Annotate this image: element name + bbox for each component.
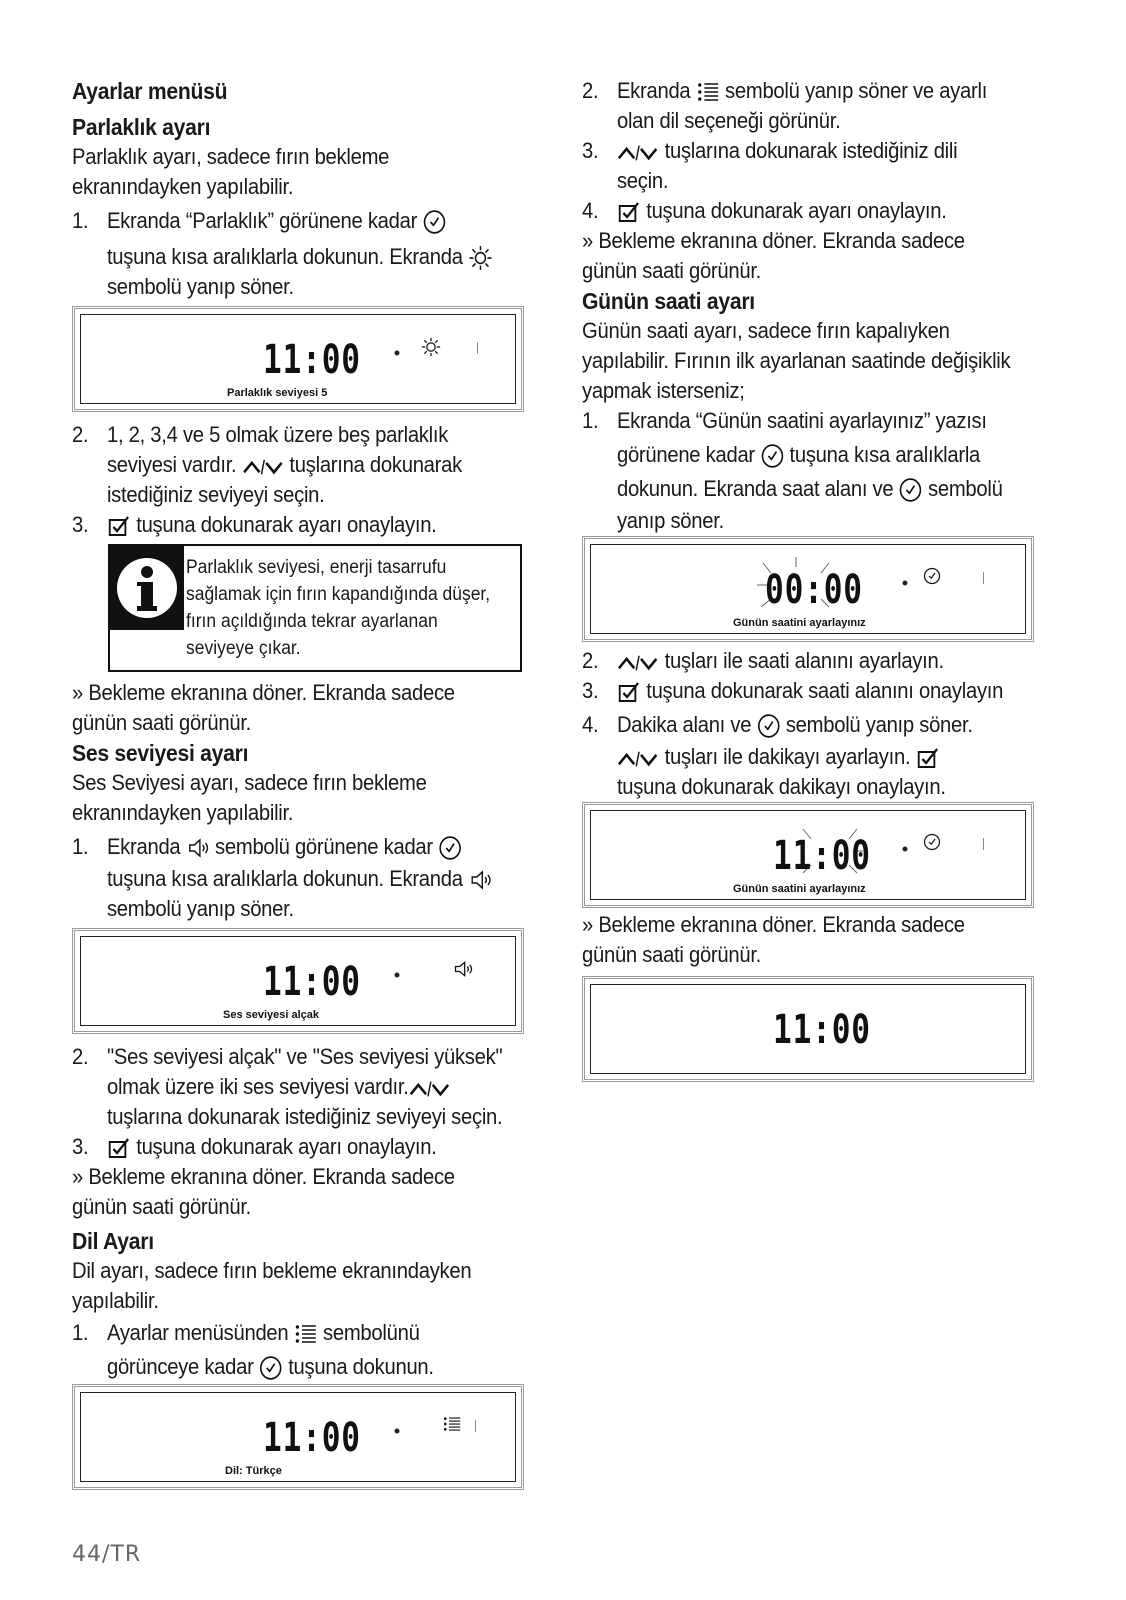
step-number: 3. (582, 678, 599, 703)
step-text: görünene kadar (616, 442, 755, 467)
step-text: tuşlarına dokunarak istediğiniz seviyeyi seçin. (106, 1104, 503, 1129)
time-result-2: günün saati görünür. (582, 942, 762, 967)
volume-result-2: günün saati görünür. (72, 1194, 252, 1219)
volume-intro-2: ekranındayken yapılabilir. (72, 800, 294, 825)
time-result-1: » Bekleme ekranına döner. Ekranda sadece (582, 912, 965, 937)
step-text: dokunun. Ekranda saat alanı ve (616, 476, 894, 501)
step-text: sembolünü (323, 1320, 420, 1345)
confirm-check-icon (617, 680, 641, 704)
step-text: Ayarlar menüsünden (106, 1320, 289, 1345)
clock-icon (923, 833, 941, 856)
clock-icon (757, 713, 781, 739)
dot-icon (393, 965, 403, 983)
step-text: tuşları ile saati alanını ayarlayın. (664, 648, 944, 673)
step-number: 2. (72, 422, 89, 447)
step-text: "Ses seviyesi alçak" ve "Ses seviyesi yüksek" (106, 1044, 503, 1069)
step-text: sembolü yanıp söner. (785, 712, 973, 737)
display-label: Parlaklık seviyesi 5 (227, 387, 328, 399)
clock-icon (259, 1355, 283, 1381)
page-number: 44/TR (72, 1542, 142, 1567)
step-text: görünceye kadar (106, 1354, 254, 1379)
up-down-arrows-icon (617, 747, 659, 769)
list-icon (696, 80, 720, 104)
step-text: Ekranda “Günün saatini ayarlayınız” yazısı (616, 408, 987, 433)
dot-icon (901, 839, 911, 857)
info-line: fırın açıldığında tekrar ayarlanan (186, 611, 438, 632)
clock-icon (760, 443, 784, 469)
info-text (186, 554, 490, 662)
display-time: 00:00 (765, 567, 863, 613)
brightness-title: Parlaklık ayarı (72, 114, 211, 140)
language-intro-1: Dil ayarı, sadece fırın bekleme ekranındayken (72, 1258, 472, 1283)
display-volume (72, 928, 524, 1034)
bar-icon (983, 571, 987, 589)
step-number: 1. (72, 1320, 89, 1345)
step-text: sembolü yanıp söner. (106, 896, 294, 921)
volume-result-1: » Bekleme ekranına döner. Ekranda sadece (72, 1164, 455, 1189)
volume-title: Ses seviyesi ayarı (72, 740, 249, 766)
step-text: olmak üzere iki ses seviyesi vardır. (106, 1074, 409, 1099)
language-intro-2: yapılabilir. (72, 1288, 159, 1313)
language-result-1: » Bekleme ekranına döner. Ekranda sadece (582, 228, 965, 253)
display-brightness (72, 306, 524, 412)
list-icon (443, 1415, 461, 1438)
language-result-2: günün saati görünür. (582, 258, 762, 283)
display-time: 11:00 (263, 1415, 361, 1461)
display-time: 11:00 (773, 1007, 871, 1053)
step-text: tuşuna dokunarak dakikayı onaylayın. (616, 774, 946, 799)
display-standby (582, 976, 1034, 1082)
step-text: sembolü yanıp söner ve ayarlı (725, 78, 988, 103)
step-text: tuşuna dokunarak ayarı onaylayın. (646, 198, 947, 223)
display-time-set-hour (582, 536, 1034, 642)
step-text: sembolü görünene kadar (215, 834, 433, 859)
step-text: tuşuna dokunarak ayarı onaylayın. (136, 512, 437, 537)
clock-icon (422, 209, 446, 235)
language-title: Dil Ayarı (72, 1228, 154, 1254)
step-number: 3. (72, 1134, 89, 1159)
bar-icon (477, 341, 481, 359)
step-text: tuşlarına dokunarak istediğiniz dili (664, 138, 958, 163)
sun-icon (468, 245, 492, 271)
step-text: 1, 2, 3,4 ve 5 olmak üzere beş parlaklık (106, 422, 449, 447)
step-text: Ekranda (616, 78, 691, 103)
display-label: Ses seviyesi alçak (223, 1009, 320, 1021)
brightness-intro-2: ekranındayken yapılabilir. (72, 174, 294, 199)
display-time: 11:00 (263, 959, 361, 1005)
display-time: 11:00 (773, 833, 871, 879)
time-intro-3: yapmak isterseniz; (582, 378, 745, 403)
step-text: tuşuna kısa aralıklarla (789, 442, 981, 467)
brightness-result-1: » Bekleme ekranına döner. Ekranda sadece (72, 680, 455, 705)
step-number: 1. (582, 408, 599, 433)
speaker-icon (468, 868, 492, 892)
sun-icon (421, 337, 441, 362)
dot-icon (393, 343, 403, 361)
speaker-icon (186, 836, 210, 860)
dot-icon (901, 573, 911, 591)
step-number: 2. (72, 1044, 89, 1069)
step-number: 3. (72, 512, 89, 537)
step-text: tuşuna dokunarak saati alanını onaylayın (646, 678, 1004, 703)
confirm-check-icon (916, 746, 940, 770)
confirm-check-icon (617, 200, 641, 224)
step-number: 3. (582, 138, 599, 163)
info-icon (110, 546, 184, 630)
brightness-step1-line1 (107, 206, 446, 236)
display-time: 11:00 (263, 337, 361, 383)
volume-intro-1: Ses Seviyesi ayarı, sadece fırın bekleme (72, 770, 427, 795)
up-down-arrows-icon (617, 141, 659, 163)
display-label: Günün saatini ayarlayınız (733, 883, 866, 895)
menu-title: Ayarlar menüsü (72, 78, 228, 104)
info-note (108, 544, 522, 672)
step-text: Ekranda “Parlaklık” görünene kadar (106, 208, 418, 233)
brightness-result-2: günün saati görünür. (72, 710, 252, 735)
confirm-check-icon (107, 514, 131, 538)
info-line: sağlamak için fırın kapandığında düşer, (186, 584, 491, 605)
display-label: Günün saatini ayarlayınız (733, 617, 866, 629)
list-icon (294, 1322, 318, 1346)
step-text: tuşlarına dokunarak (289, 452, 462, 477)
display-language (72, 1384, 524, 1490)
step-text: tuşları ile dakikayı ayarlayın. (664, 744, 911, 769)
step-text: yanıp söner. (616, 508, 724, 533)
info-line: seviyeye çıkar. (186, 638, 301, 659)
bar-icon (475, 1419, 479, 1437)
step-number: 1. (72, 834, 89, 859)
step-text: seviyesi vardır. (106, 452, 237, 477)
step-text: Dakika alanı ve (616, 712, 752, 737)
display-time-set-minute (582, 802, 1034, 908)
up-down-arrows-icon (242, 455, 284, 477)
step-number: 4. (582, 198, 599, 223)
time-intro-1: Günün saati ayarı, sadece fırın kapalıyken (582, 318, 950, 343)
speaker-icon (453, 959, 473, 984)
confirm-check-icon (107, 1136, 131, 1160)
dot-icon (393, 1421, 403, 1439)
step-text: seçin. (616, 168, 669, 193)
step-text: Ekranda (106, 834, 181, 859)
step-text: istediğiniz seviyeyi seçin. (106, 482, 325, 507)
step-text: tuşuna kısa aralıklarla dokunun. Ekranda (106, 866, 463, 891)
step-text: tuşuna dokunarak ayarı onaylayın. (136, 1134, 437, 1159)
info-line: Parlaklık seviyesi, enerji tasarrufu (186, 557, 447, 578)
step-number: 1. (72, 208, 89, 233)
up-down-arrows-icon (617, 651, 659, 673)
up-down-arrows-icon (409, 1077, 451, 1099)
step-text: olan dil seçeneği görünür. (616, 108, 841, 133)
display-label: Dil: Türkçe (225, 1465, 282, 1477)
time-intro-2: yapılabilir. Fırının ilk ayarlanan saatinde değişiklik (582, 348, 1011, 373)
clock-icon (438, 835, 462, 861)
time-title: Günün saati ayarı (582, 288, 755, 314)
brightness-intro-1: Parlaklık ayarı, sadece fırın bekleme (72, 144, 390, 169)
step-text: tuşuna kısa aralıklarla dokunun. Ekranda (106, 244, 463, 269)
step-number: 2. (582, 78, 599, 103)
clock-icon (923, 567, 941, 590)
step-text: sembolü yanıp söner. (106, 274, 294, 299)
clock-icon (899, 477, 923, 503)
step-text: sembolü (927, 476, 1003, 501)
bar-icon (983, 837, 987, 855)
step-number: 4. (582, 712, 599, 737)
step-text: tuşuna dokunun. (288, 1354, 434, 1379)
step-number: 2. (582, 648, 599, 673)
